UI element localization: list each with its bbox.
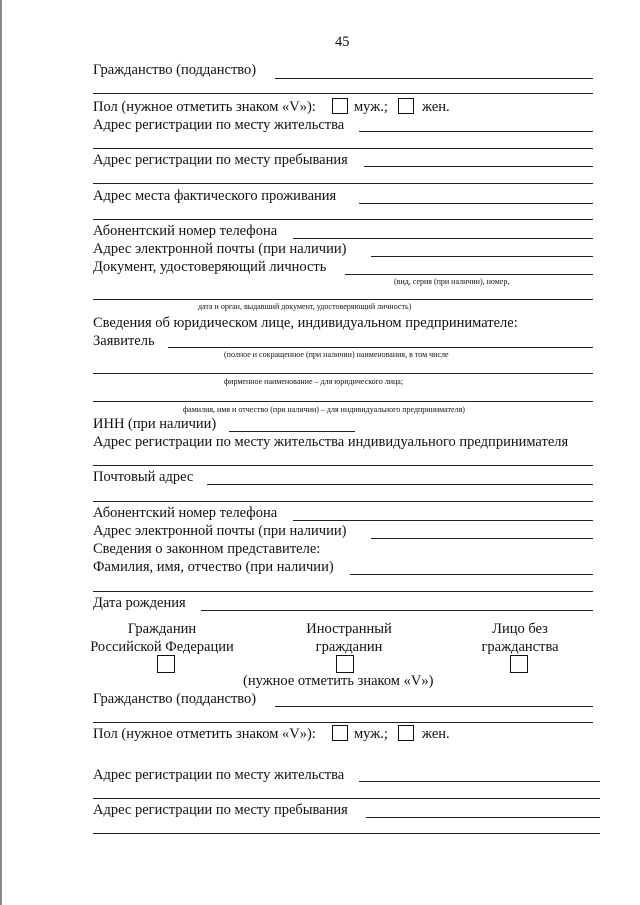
option-rf-line-1: Гражданин	[127, 621, 197, 637]
applicant-hint-3: фамилия, имя и отчество (при наличии) – для индивидуального предпринимателя)	[183, 405, 465, 414]
male2-label: муж.;	[354, 726, 388, 742]
email2-field[interactable]	[371, 538, 593, 539]
citizenship2-field[interactable]	[275, 706, 593, 707]
fio-field-extra[interactable]	[93, 591, 593, 592]
email-label: Адрес электронной почты (при наличии)	[93, 241, 347, 257]
postal-label: Почтовый адрес	[93, 469, 194, 485]
gender2-label: Пол (нужное отметить знаком «V»):	[93, 726, 316, 742]
reg-ip-label: Адрес регистрации по месту жительства индивидуального предпринимателя	[93, 434, 569, 450]
dob-label: Дата рождения	[93, 595, 186, 611]
reg-stay-field-extra[interactable]	[93, 183, 593, 184]
citizenship2-label: Гражданство (подданство)	[93, 691, 257, 707]
phone2-field[interactable]	[293, 520, 593, 521]
reg-stay-label: Адрес регистрации по месту пребывания	[93, 152, 348, 168]
reg-stay-field[interactable]	[364, 166, 593, 167]
reg-residence-field[interactable]	[359, 131, 593, 132]
option-rf-checkbox[interactable]	[157, 655, 175, 673]
female-label: жен.	[422, 99, 450, 115]
option-rf-line-2: Российской Федерации	[90, 639, 234, 655]
option-foreign-line-1: Иностранный	[306, 621, 392, 637]
male-checkbox[interactable]	[332, 98, 348, 114]
option-stateless-checkbox[interactable]	[510, 655, 528, 673]
reg-stay2-field-extra[interactable]	[93, 833, 600, 834]
actual-address-field[interactable]	[359, 203, 593, 204]
citizenship-field[interactable]	[275, 78, 593, 79]
male-label: муж.;	[354, 99, 388, 115]
phone2-label: Абонентский номер телефона	[93, 505, 278, 521]
id-doc-field[interactable]	[345, 274, 593, 275]
mark-note: (нужное отметить знаком «V»)	[243, 673, 434, 689]
applicant-field-2[interactable]	[93, 373, 593, 374]
option-stateless-line-2: гражданства	[481, 639, 559, 655]
legal-entity-heading: Сведения об юридическом лице, индивидуальном предпринимателе:	[93, 315, 518, 331]
citizenship2-field-extra[interactable]	[93, 722, 593, 723]
option-foreign-line-2: гражданин	[315, 639, 383, 655]
option-stateless-line-1: Лицо без	[492, 621, 548, 637]
id-doc-field-extra[interactable]	[93, 299, 593, 300]
fio-label: Фамилия, имя, отчество (при наличии)	[93, 559, 334, 575]
fio-field[interactable]	[350, 574, 593, 575]
dob-field[interactable]	[201, 610, 593, 611]
postal-field[interactable]	[207, 484, 593, 485]
reg-residence2-field[interactable]	[359, 781, 600, 782]
applicant-hint-1: (полное и сокращенное (при наличии) наименования, в том числе	[224, 350, 449, 359]
citizenship-field-extra[interactable]	[93, 93, 593, 94]
gender-label: Пол (нужное отметить знаком «V»):	[93, 99, 316, 115]
female2-checkbox[interactable]	[398, 725, 414, 741]
page-number: 45	[335, 34, 350, 50]
applicant-label: Заявитель	[93, 333, 155, 349]
id-doc-hint-1: (вид, серия (при наличии), номер,	[394, 277, 510, 286]
reg-residence2-label: Адрес регистрации по месту жительства	[93, 767, 345, 783]
applicant-field-3[interactable]	[93, 401, 593, 402]
reg-residence-label: Адрес регистрации по месту жительства	[93, 117, 345, 133]
female2-label: жен.	[422, 726, 450, 742]
reg-residence2-field-extra[interactable]	[93, 798, 600, 799]
male2-checkbox[interactable]	[332, 725, 348, 741]
inn-label: ИНН (при наличии)	[93, 416, 217, 432]
citizenship-label: Гражданство (подданство)	[93, 62, 257, 78]
female-checkbox[interactable]	[398, 98, 414, 114]
applicant-field[interactable]	[168, 347, 593, 348]
actual-address-label: Адрес места фактического проживания	[93, 188, 337, 204]
applicant-hint-2: фирменное наименование – для юридического лица;	[224, 377, 404, 386]
reg-residence-field-extra[interactable]	[93, 148, 593, 149]
postal-field-extra[interactable]	[93, 501, 593, 502]
phone-label: Абонентский номер телефона	[93, 223, 278, 239]
representative-heading: Сведения о законном представителе:	[93, 541, 321, 557]
reg-ip-field[interactable]	[93, 465, 593, 466]
reg-stay2-label: Адрес регистрации по месту пребывания	[93, 802, 348, 818]
id-doc-label: Документ, удостоверяющий личность	[93, 259, 327, 275]
email2-label: Адрес электронной почты (при наличии)	[93, 523, 347, 539]
id-doc-hint-2: дата и орган, выдавший документ, удостоверяющий личность)	[198, 302, 412, 311]
actual-address-field-extra[interactable]	[93, 219, 593, 220]
email-field[interactable]	[371, 256, 593, 257]
phone-field[interactable]	[293, 238, 593, 239]
reg-stay2-field[interactable]	[366, 817, 600, 818]
inn-field[interactable]	[229, 431, 355, 432]
option-foreign-checkbox[interactable]	[336, 655, 354, 673]
